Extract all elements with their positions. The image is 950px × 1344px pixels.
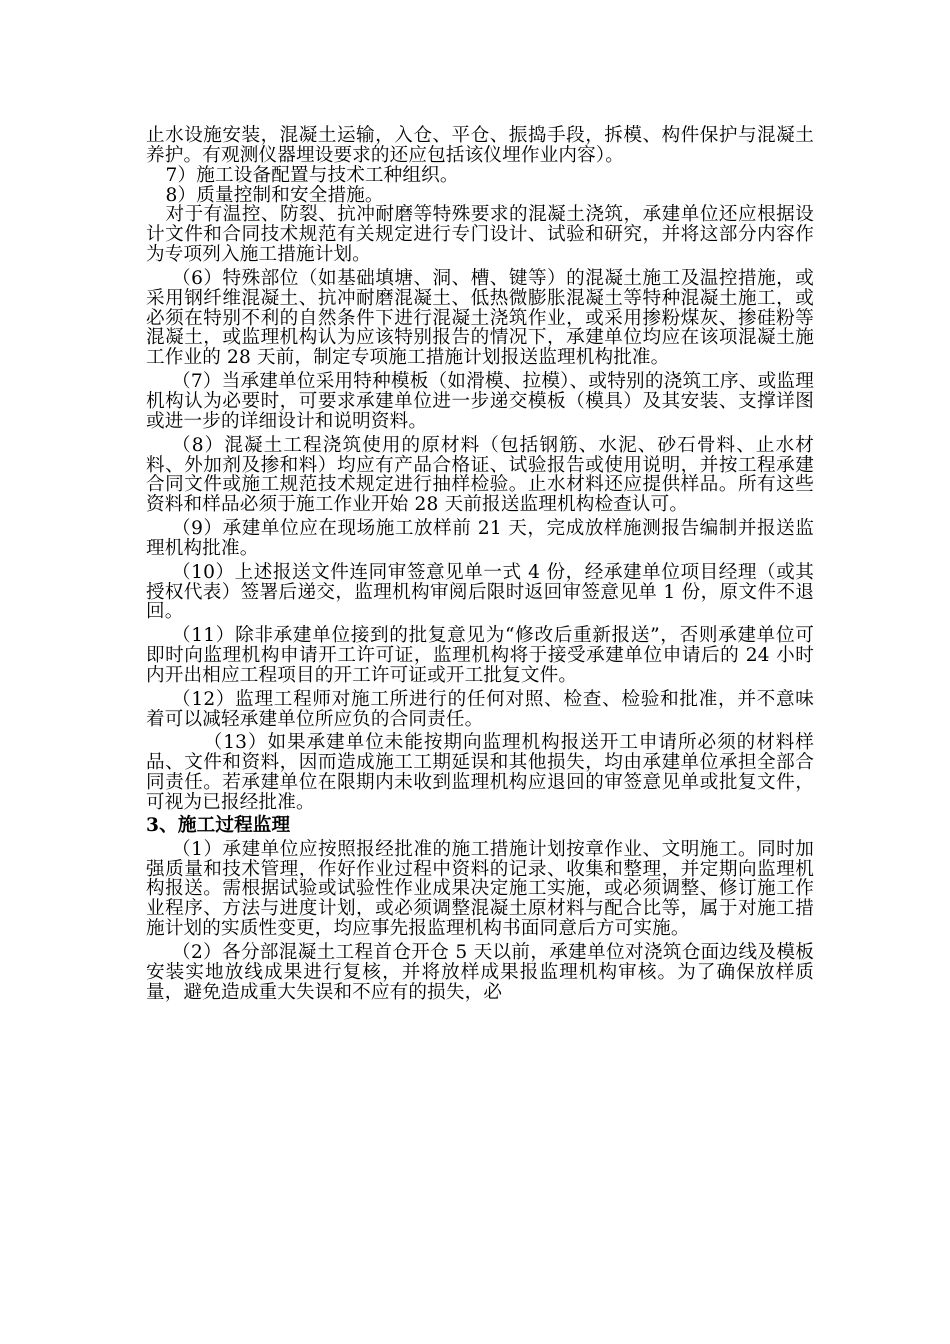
paragraph-special-requirements: 对于有温控、防裂、抗冲耐磨等特殊要求的混凝土浇筑，承建单位还应根据设计文件和合同技术规范有关规定进行专门设计、试验和研究，并将这部分内容作为专项列入施工措施计划。 bbox=[146, 204, 814, 266]
paragraph-continuation: 止水设施安装，混凝土运输，入仓、平仓、振捣手段，拆模、构件保护与混凝土养护。有观测仪器埋设要求的还应包括该仪埋作业内容）。 bbox=[146, 125, 814, 166]
paragraph-item-12: （12）监理工程师对施工所进行的任何对照、检查、检验和批准，并不意味着可以减轻承建单位所应负的合同责任。 bbox=[146, 688, 814, 730]
paragraph-item-9: （9）承建单位应在现场施工放样前 21 天，完成放样施测报告编制并报送监理机构批准。 bbox=[146, 518, 814, 559]
document-page bbox=[146, 126, 814, 1002]
paragraph-item-8-materials: （8）混凝土工程浇筑使用的原材料（包括钢筋、水泥、砂石骨料、止水材料、外加剂及掺和料）均应有产品合格证、试验报告或使用说明，并按工程承建合同文件或施工规范技术规定进行抽样检验。止水材料还应提供样品。所有这些资料和样品必须于施工作业开始 28 天前报送监理机构检查认可。 bbox=[146, 434, 814, 516]
paragraph-item-7-formwork: （7）当承建单位采用特种模板（如滑模、拉模）、或特别的浇筑工序、或监理机构认为必要时，可要求承建单位进一步递交模板（模具）及其安装、支撑详图或进一步的详细设计和说明资料。 bbox=[146, 371, 815, 432]
paragraph-process-item-2: （2）各分部混凝土工程首仓开仓 5 天以前，承建单位对浇筑仓面边线及模板安装实地放线成果进行复核，并将放样成果报监理机构审核。为了确保放样质量，避免造成重大失误和不应有的损失，必 bbox=[146, 941, 814, 1003]
paragraph-item-8: 8）质量控制和安全措施。 bbox=[165, 184, 384, 206]
paragraph-item-7: 7）施工设备配置与技术工种组织。 bbox=[165, 164, 459, 186]
paragraph-item-13: （13）如果承建单位未能按期向监理机构报送开工申请所必须的材料样品、文件和资料，因而造成施工工期延误和其他损失，均由承建单位承担全部合同责任。若承建单位在限期内未收到监理机构应退回的审签意见单或批复文件，可视为已报经批准。 bbox=[146, 732, 814, 813]
paragraph-item-10: （10）上述报送文件连同审签意见单一式 4 份，经承建单位项目经理（或其授权代表）签署后递交，监理机构审阅后限时返回审签意见单 1 份，原文件不退回。 bbox=[146, 561, 814, 623]
section-heading: 3、施工过程监理 bbox=[146, 814, 291, 836]
paragraph-item-11: （11）除非承建单位接到的批复意见为“修改后重新报送”，否则承建单位可即时向监理机构申请开工许可证，监理机构将于接受承建单位申请后的 24 小时内开出相应工程项目的开工许可证或开工批复文件。 bbox=[146, 625, 814, 686]
paragraph-item-6: （6）特殊部位（如基础填塘、洞、槽、键等）的混凝土施工及温控措施，或采用钢纤维混凝土、抗冲耐磨混凝土、低热微膨胀混凝土等特种混凝土施工，或必须在特别不利的自然条件下进行混凝土浇筑作业，或采用掺粉煤灰、掺硅粉等混凝土，或监理机构认为应该特别报告的情况下，承建单位均应在该项混凝土施工作业的 28 天前，制定专项施工措施计划报送监理机构批准。 bbox=[146, 267, 814, 369]
paragraph-process-item-1: （1）承建单位应按照报经批准的施工措施计划按章作业、文明施工。同时加强质量和技术管理，作好作业过程中资料的记录、收集和整理，并定期向监理机构报送。需根据试验或试验性作业成果决定施工实施，或必须调整、修订施工作业程序、方法与进度计划，或必须调整混凝土原材料与配合比等，属于对施工措施计划的实质性变更，均应事先报监理机构书面同意后方可实施。 bbox=[146, 838, 814, 940]
